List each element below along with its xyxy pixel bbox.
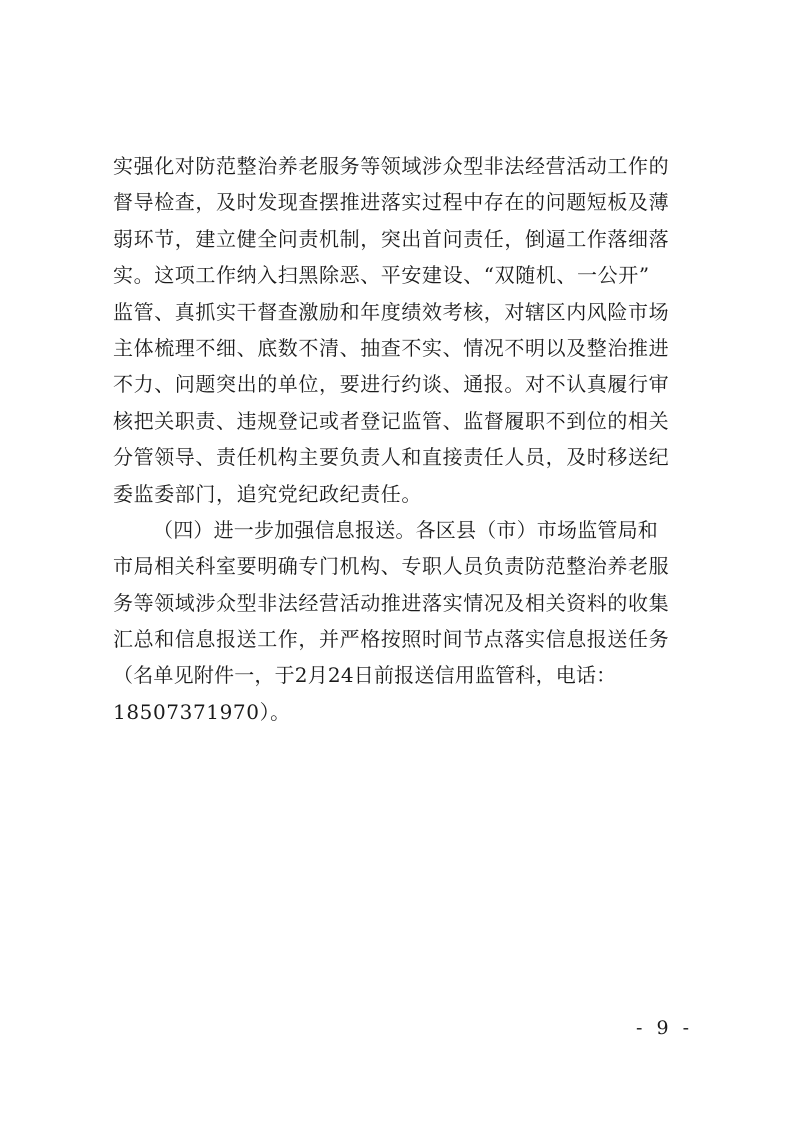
text-line: 务等领域涉众型非法经营活动推进落实情况及相关资料的收集 xyxy=(113,590,670,615)
text-line: 分管领导、责任机构主要负责人和直接责任人员，及时移送纪 xyxy=(113,445,670,470)
text-line: 督导检查，及时发现查摆推进落实过程中存在的问题短板及薄 xyxy=(113,190,670,215)
text-line: 委监委部门，追究党纪政纪责任。 xyxy=(113,481,422,506)
text-line: 汇总和信息报送工作，并严格按照时间节点落实信息报送任务 xyxy=(113,627,670,652)
text-line: 弱环节，建立健全问责机制，突出首问责任，倒逼工作落细落 xyxy=(113,226,670,251)
text-line: 核把关职责、违规登记或者登记监管、监督履职不到位的相关 xyxy=(113,408,670,433)
text-line: （名单见附件一，于2月24日前报送信用监管科，电话： xyxy=(113,663,617,688)
text-line: 实。这项工作纳入扫黑除恶、平安建设、“双随机、一公开” xyxy=(113,263,650,288)
document-body xyxy=(113,148,693,730)
page-number: - 9 - xyxy=(636,1017,694,1039)
text-line: 监管、真抓实干督查激励和年度绩效考核，对辖区内风险市场 xyxy=(113,299,670,324)
text-line: 实强化对防范整治养老服务等领域涉众型非法经营活动工作的 xyxy=(113,154,670,178)
text-line: 不力、问题突出的单位，要进行约谈、通报。对不认真履行审 xyxy=(113,372,670,397)
section-heading-line: （四）进一步加强信息报送。各区县（市）市场监管局和 xyxy=(153,517,658,542)
text-line: 市局相关科室要明确专门机构、专职人员负责防范整治养老服 xyxy=(113,554,670,579)
text-line: 主体梳理不细、底数不清、抽查不实、情况不明以及整治推进 xyxy=(113,335,670,360)
text-line: 18507371970）。 xyxy=(113,699,291,724)
